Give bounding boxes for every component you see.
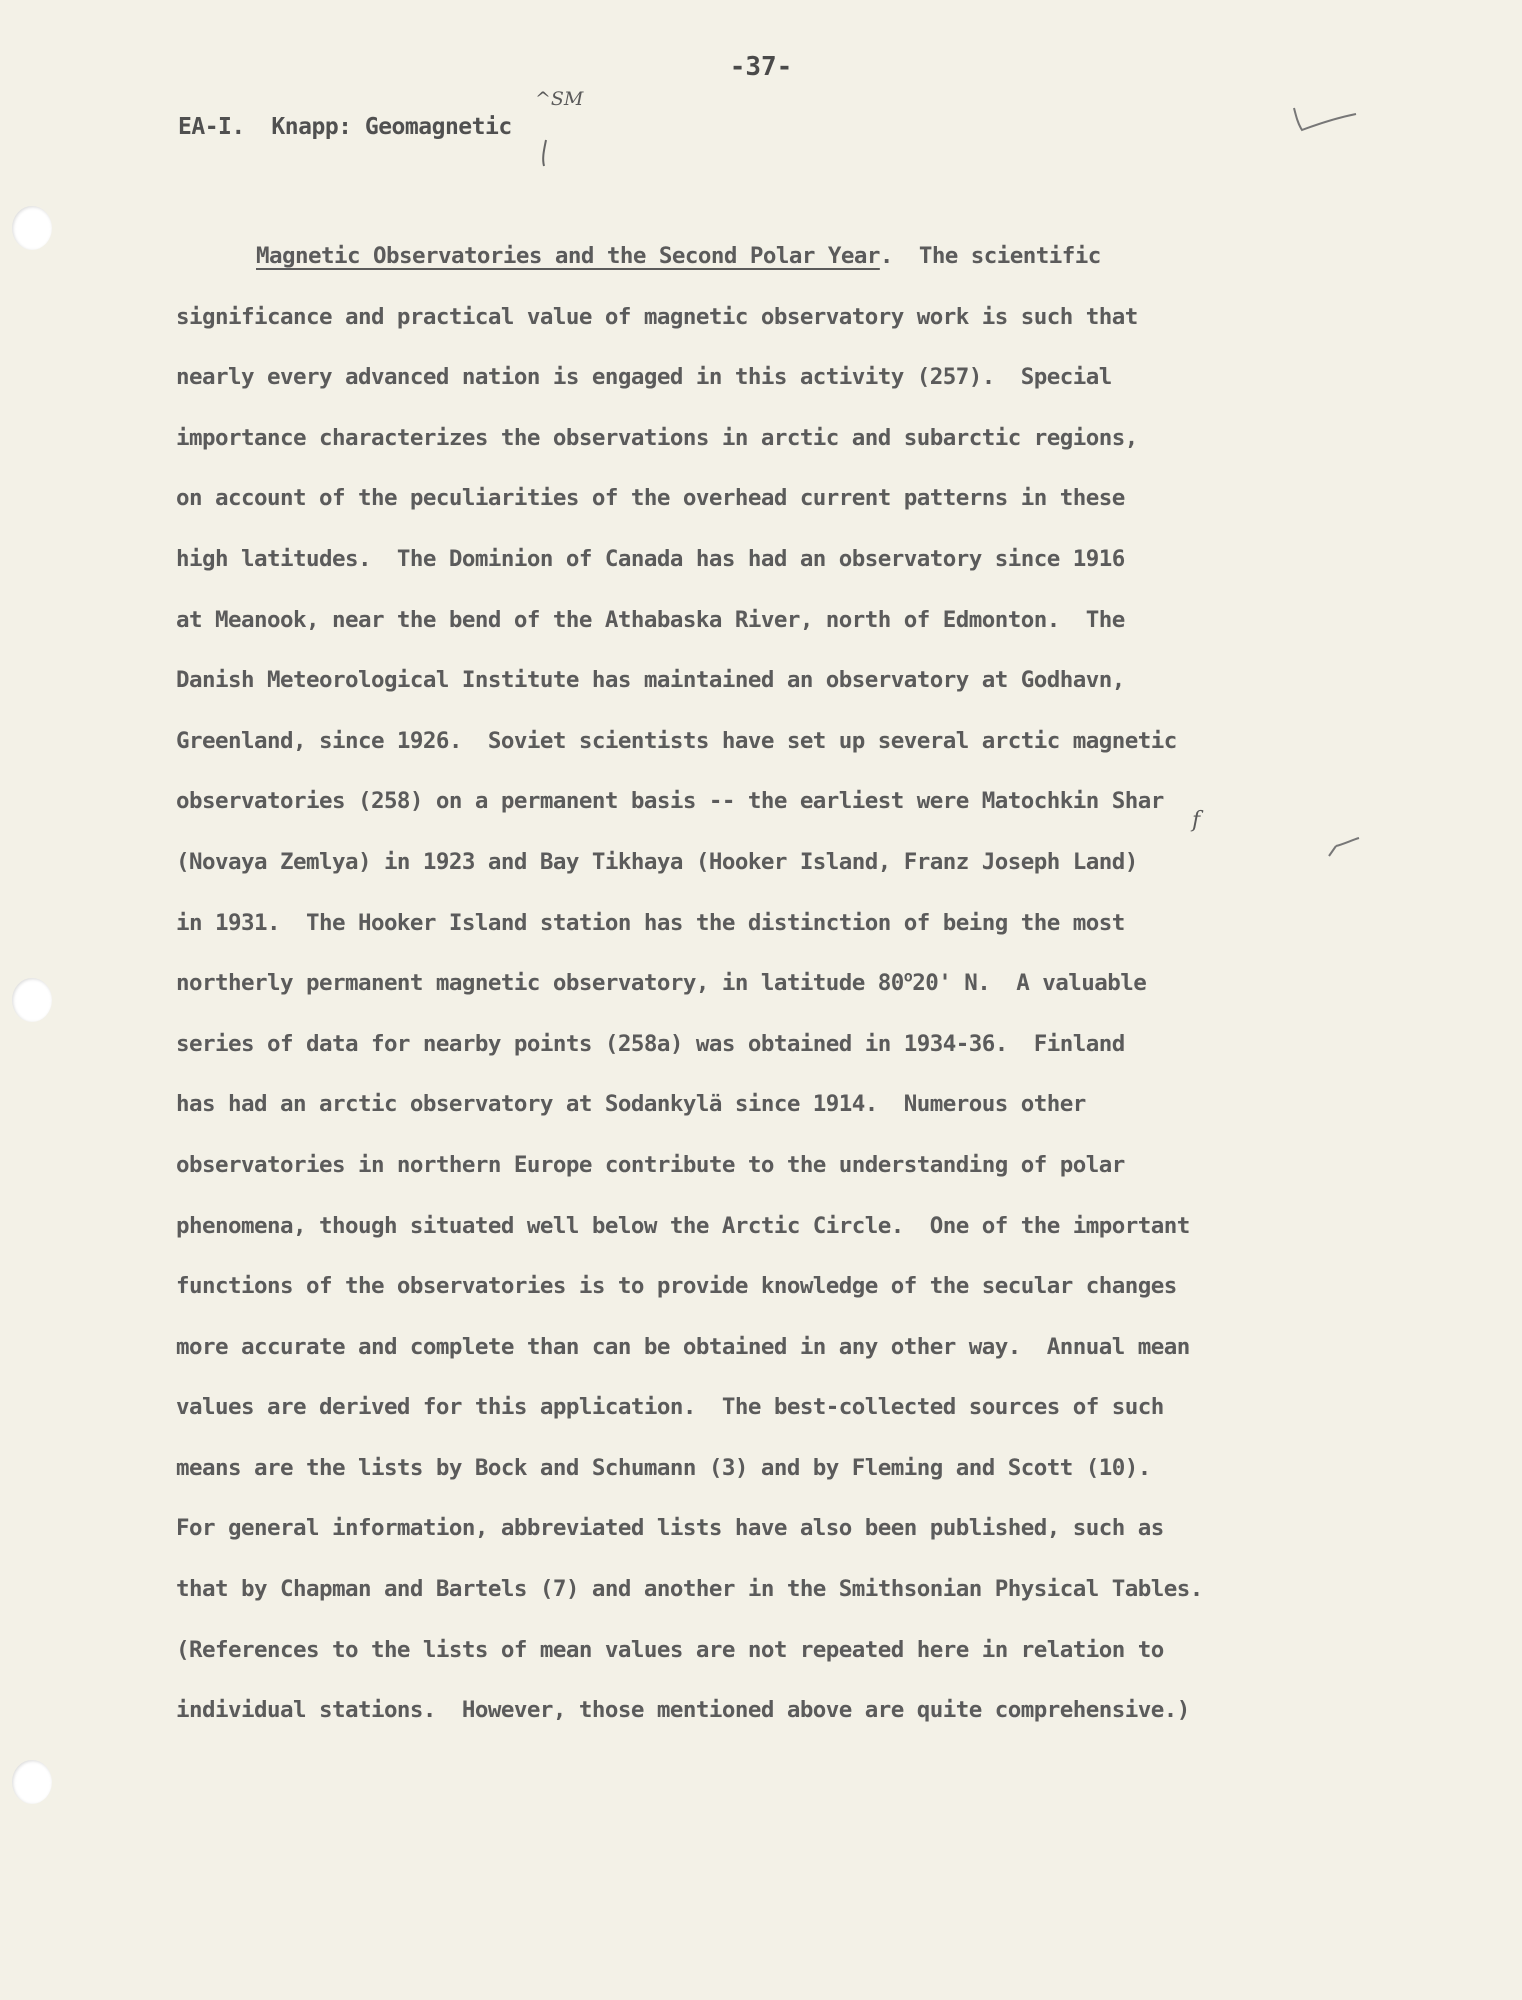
binder-hole-top [12, 206, 52, 250]
paragraph-line: (References to the lists of mean values are not repeated here in relation to [176, 1636, 1164, 1663]
paragraph-line: nearly every advanced nation is engaged in this activity (257). Special [176, 364, 1112, 391]
handwritten-correction-f: f [1192, 808, 1201, 833]
paragraph-line: For general information, abbreviated lists have also been published, such as [176, 1515, 1164, 1542]
section-header: EA-I. Knapp: Geomagnetic [178, 114, 512, 140]
page-number: -37- [729, 52, 793, 82]
section-title: Magnetic Observatories and the Second Polar Year [256, 243, 880, 269]
paragraph-line: individual stations. However, those mentioned above are quite comprehensive.) [176, 1697, 1190, 1724]
paragraph-line: significance and practical value of magnetic observatory work is such that [176, 303, 1138, 330]
paragraph-line: means are the lists by Bock and Schumann (3) and by Fleming and Scott (10). [176, 1454, 1151, 1481]
paragraph-line: Danish Meteorological Institute has maintained an observatory at Godhavn, [176, 667, 1125, 694]
paragraph-line: more accurate and complete than can be obtained in any other way. Annual mean [176, 1333, 1190, 1360]
paragraph-line-latitude: northerly permanent magnetic observatory, in latitude 80$^o$20' N. A valuable [176, 967, 1147, 997]
paragraph-line: at Meanook, near the bend of the Athabaska River, north of Edmonton. The [176, 606, 1125, 633]
paragraph-line: (Novaya Zemlya) in 1923 and Bay Tikhaya (Hooker Island, Franz Joseph Land) [176, 848, 1138, 875]
paragraph-line: on account of the peculiarities of the overhead current patterns in these [176, 485, 1125, 512]
paragraph-line: values are derived for this application. The best-collected sources of such [176, 1394, 1164, 1421]
paragraph-line: has had an arctic observatory at Sodankylä since 1914. Numerous other [176, 1091, 1086, 1118]
paragraph-line: series of data for nearby points (258a) was obtained in 1934-36. Finland [176, 1030, 1125, 1057]
paragraph-line: phenomena, though situated well below the Arctic Circle. One of the important [176, 1212, 1190, 1239]
handwritten-note-sm: ^SM [535, 88, 584, 110]
body-text [176, 226, 1396, 1741]
paragraph-line: high latitudes. The Dominion of Canada has had an observatory since 1916 [176, 545, 1125, 572]
paragraph-line: that by Chapman and Bartels (7) and another in the Smithsonian Physical Tables. [176, 1576, 1203, 1603]
paragraph-line: in 1931. The Hooker Island station has the distinction of being the most [176, 909, 1125, 936]
paragraph-line: importance characterizes the observations in arctic and subarctic regions, [176, 424, 1138, 451]
binder-hole-middle [12, 978, 52, 1022]
paragraph-line: observatories in northern Europe contribute to the understanding of polar [176, 1151, 1125, 1178]
paragraph-line: observatories (258) on a permanent basis -- the earliest were Matochkin Shar [176, 788, 1164, 815]
paragraph-line: functions of the observatories is to provide knowledge of the secular changes [176, 1273, 1177, 1300]
paragraph-line: Greenland, since 1926. Soviet scientists have set up several arctic magnetic [176, 727, 1177, 754]
binder-hole-bottom [12, 1760, 52, 1804]
check-mark-icon [1290, 102, 1360, 136]
handwritten-stroke-icon [536, 138, 562, 168]
paragraph-line-1: Magnetic Observatories and the Second Polar Year. The scientific [256, 243, 1101, 269]
